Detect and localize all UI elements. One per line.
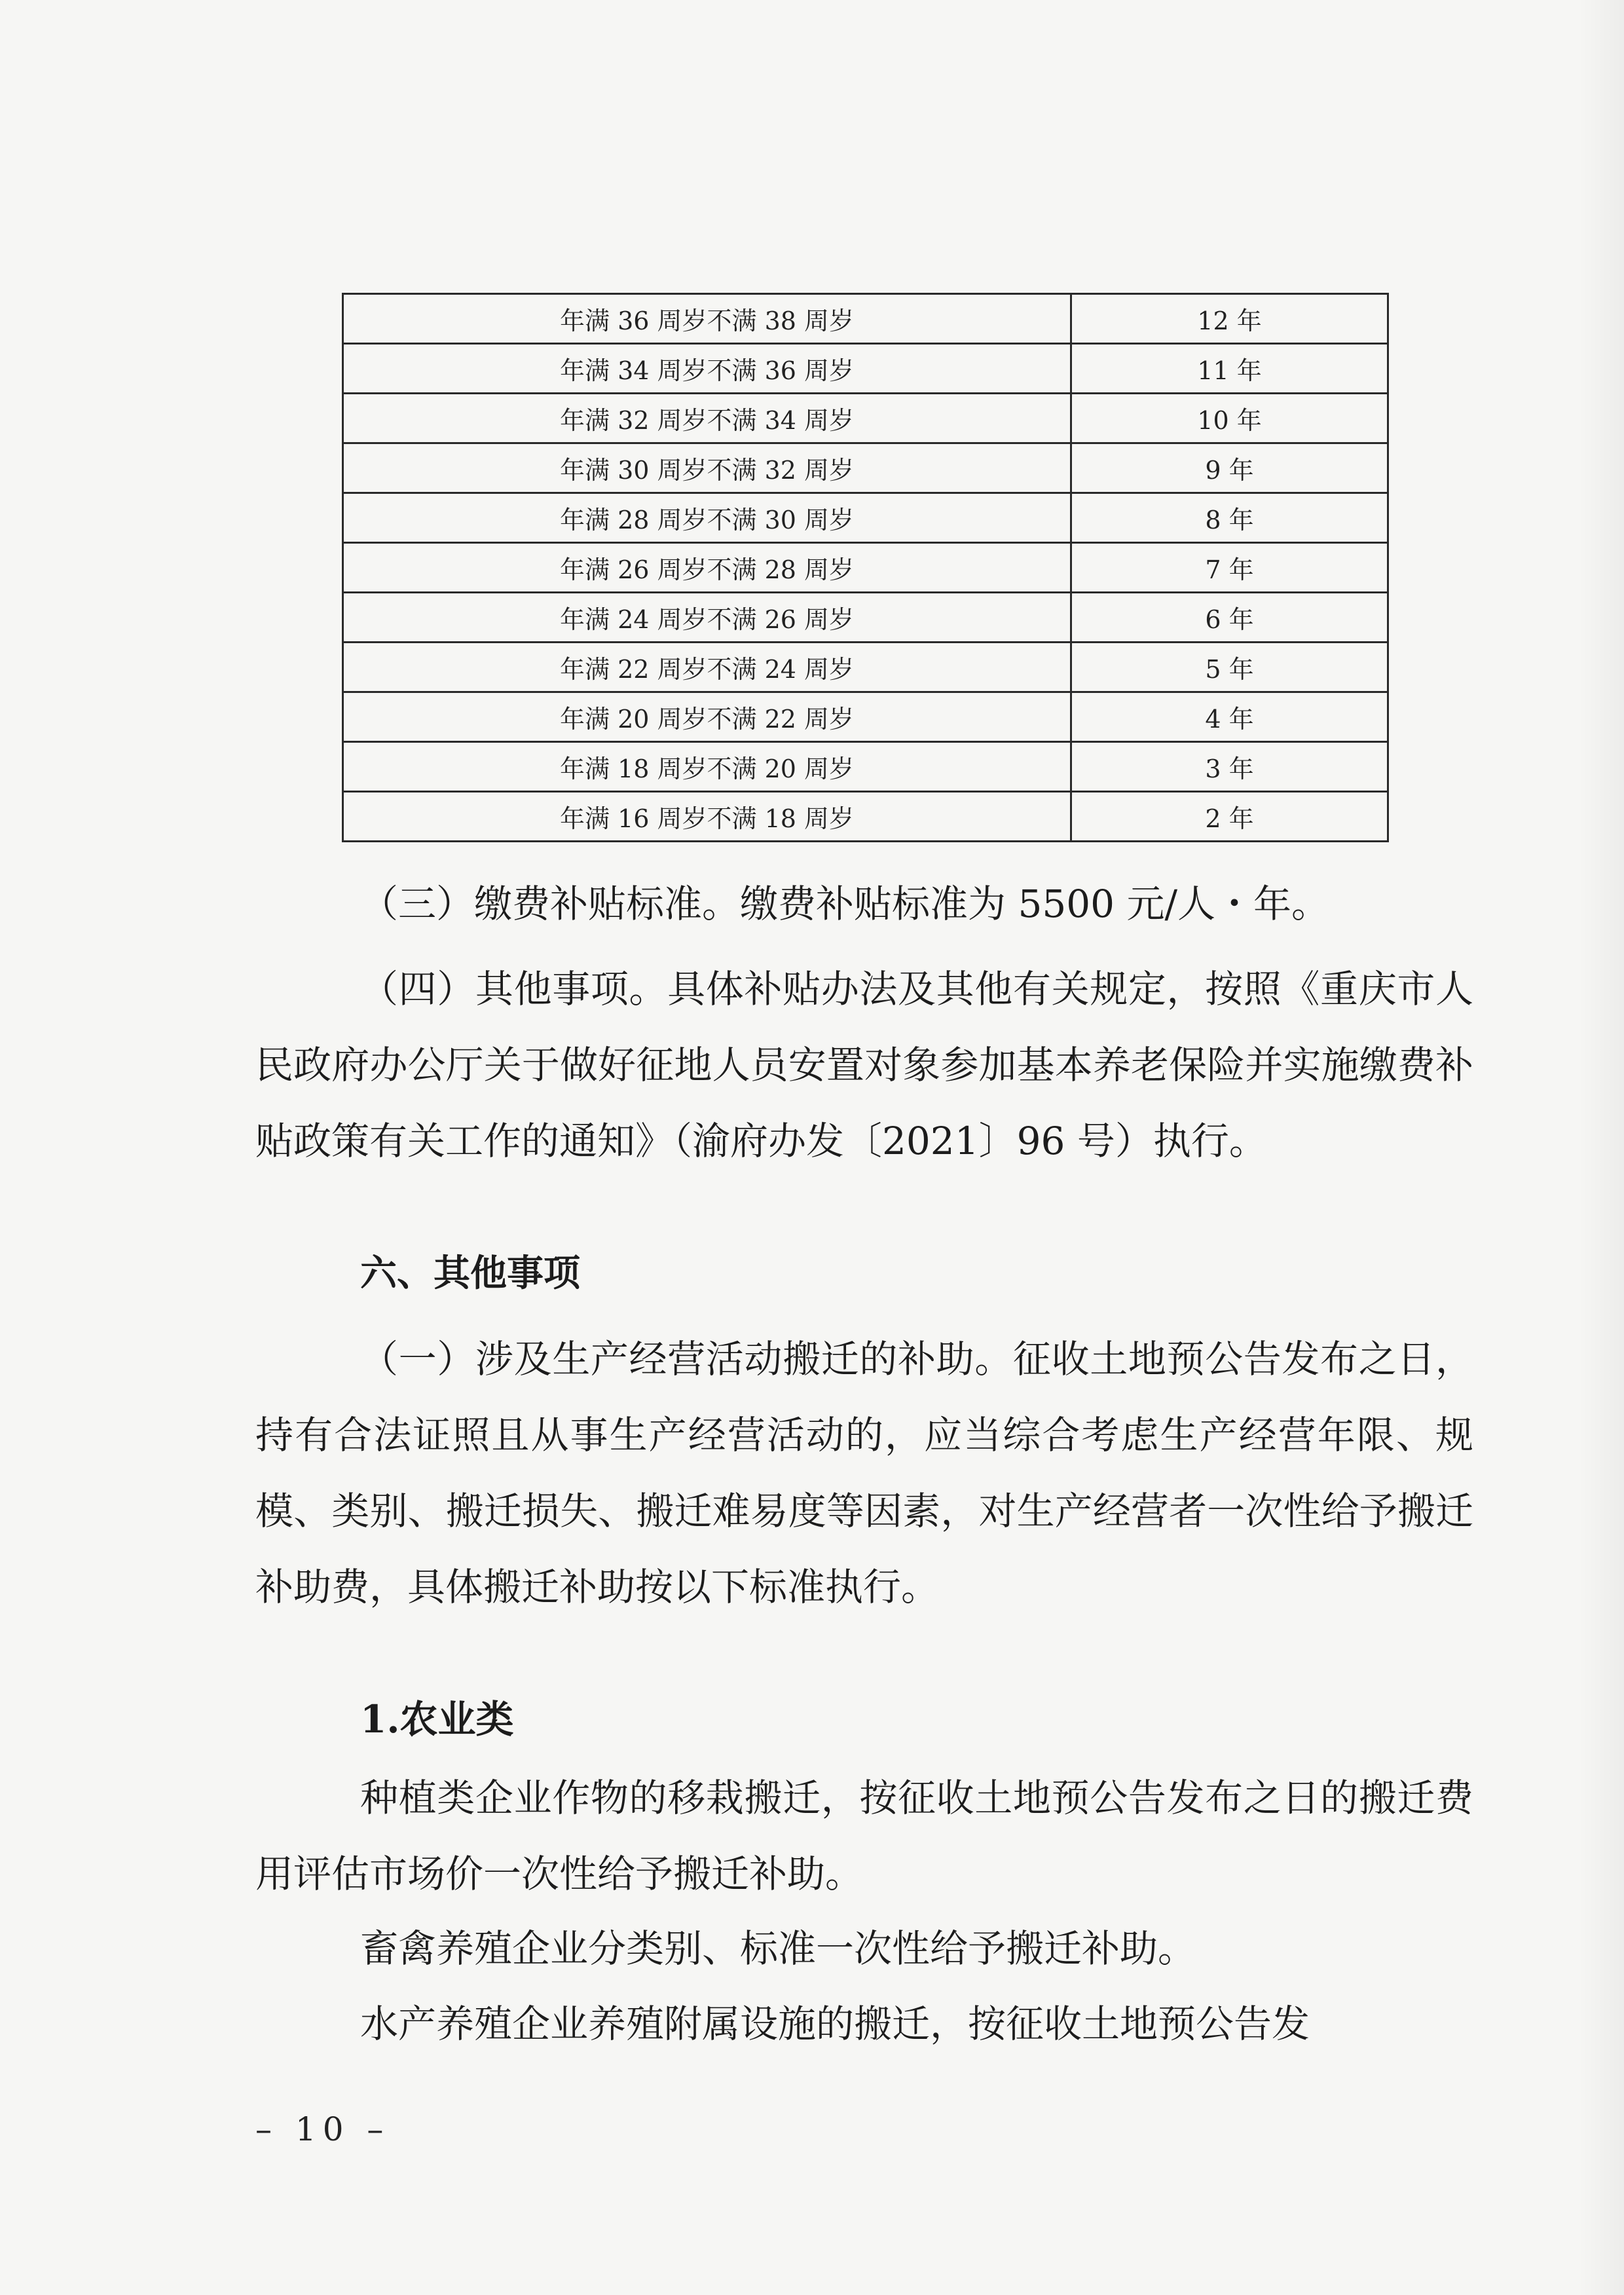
table-row xyxy=(343,643,1388,692)
years-cell: 12 年 xyxy=(1071,294,1388,344)
years-cell: 7 年 xyxy=(1071,543,1388,593)
years-cell: 5 年 xyxy=(1071,643,1388,692)
age-range-cell: 年满 26 周岁不满 28 周岁 xyxy=(343,543,1071,593)
table-row xyxy=(343,493,1388,543)
table-row xyxy=(343,593,1388,643)
age-range-cell: 年满 34 周岁不满 36 周岁 xyxy=(343,344,1071,394)
years-cell: 6 年 xyxy=(1071,593,1388,643)
table-row xyxy=(343,792,1388,842)
age-range-cell: 年满 18 周岁不满 20 周岁 xyxy=(343,742,1071,792)
years-cell: 9 年 xyxy=(1071,443,1388,493)
years-cell: 8 年 xyxy=(1071,493,1388,543)
table-row xyxy=(343,294,1388,344)
table-row xyxy=(343,742,1388,792)
page-edge-shadow xyxy=(1578,0,1624,2295)
paragraph-aquaculture: 水产养殖企业养殖附属设施的搬迁，按征收土地预公告发 xyxy=(360,2002,1310,2046)
paragraph-relocation-subsidy: （一）涉及生产经营活动搬迁的补助。征收土地预公告发布之日，持有合法证照且从事生产经营活动的，应当综合考虑生产经营年限、规模、类别、搬迁损失、搬迁难易度等因素，对生产经营者一次性给予搬迁补助费，具体搬迁补助按以下标准执行。 xyxy=(255,1337,1473,1609)
paragraph-livestock: 畜禽养殖企业分类别、标准一次性给予搬迁补助。 xyxy=(360,1926,1196,1971)
table-row xyxy=(343,443,1388,493)
paragraph-payment-subsidy-standard: （三）缴费补贴标准。缴费补贴标准为 5500 元/人・年。 xyxy=(360,882,1330,926)
age-range-cell: 年满 20 周岁不满 22 周岁 xyxy=(343,692,1071,742)
age-range-cell: 年满 16 周岁不满 18 周岁 xyxy=(343,792,1071,842)
years-cell: 2 年 xyxy=(1071,792,1388,842)
age-range-cell: 年满 22 周岁不满 24 周岁 xyxy=(343,643,1071,692)
subheading-agriculture: 1.农业类 xyxy=(360,1697,514,1742)
age-range-cell: 年满 28 周岁不满 30 周岁 xyxy=(343,493,1071,543)
section-heading-six: 六、其他事项 xyxy=(360,1252,580,1295)
age-range-cell: 年满 32 周岁不满 34 周岁 xyxy=(343,394,1071,443)
age-range-cell: 年满 30 周岁不满 32 周岁 xyxy=(343,443,1071,493)
years-cell: 4 年 xyxy=(1071,692,1388,742)
table-row xyxy=(343,394,1388,443)
table-row xyxy=(343,543,1388,593)
years-cell: 10 年 xyxy=(1071,394,1388,443)
paragraph-planting: 种植类企业作物的移栽搬迁，按征收土地预公告发布之日的搬迁费用评估市场价一次性给予搬迁补助。 xyxy=(255,1776,1473,1896)
age-years-table xyxy=(342,293,1389,842)
page-number: – 10 – xyxy=(255,2110,390,2148)
paragraph-other-matters: （四）其他事项。具体补贴办法及其他有关规定，按照《重庆市人民政府办公厅关于做好征地人员安置对象参加基本养老保险并实施缴费补贴政策有关工作的通知》（渝府办发〔2021〕96 号）执行。 xyxy=(255,967,1473,1163)
age-range-cell: 年满 24 周岁不满 26 周岁 xyxy=(343,593,1071,643)
age-range-cell: 年满 36 周岁不满 38 周岁 xyxy=(343,294,1071,344)
table-row xyxy=(343,692,1388,742)
table-row xyxy=(343,344,1388,394)
years-cell: 11 年 xyxy=(1071,344,1388,394)
years-cell: 3 年 xyxy=(1071,742,1388,792)
